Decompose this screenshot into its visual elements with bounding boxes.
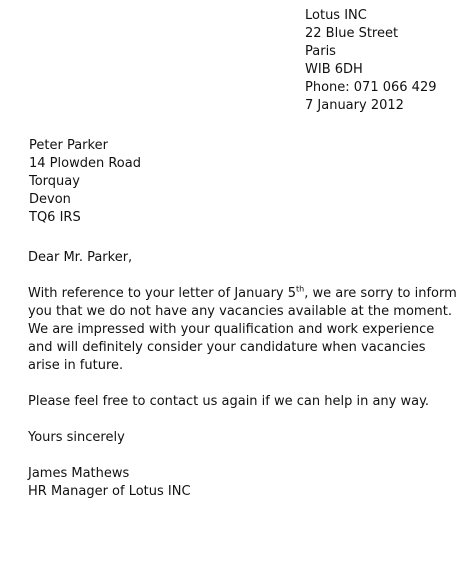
recipient-address-block bbox=[29, 137, 329, 227]
recipient-town: Torquay bbox=[29, 174, 80, 189]
complimentary-close: Yours sincerely bbox=[28, 430, 125, 445]
recipient-street: 14 Plowden Road bbox=[29, 156, 141, 171]
sender-address-block bbox=[305, 7, 465, 115]
recipient-postcode: TQ6 IRS bbox=[29, 210, 81, 225]
body-line: Please feel free to contact us again if we can help in any way. bbox=[28, 394, 430, 409]
body-line bbox=[28, 285, 458, 303]
body-text: , we are sorry to inform bbox=[304, 286, 457, 301]
signatory-name: James Mathews bbox=[28, 466, 130, 481]
letter-date: 7 January 2012 bbox=[305, 98, 404, 113]
sender-postcode: WIB 6DH bbox=[305, 62, 363, 77]
sender-phone: Phone: 071 066 429 bbox=[305, 80, 437, 95]
body-paragraph-2 bbox=[28, 393, 458, 411]
body-paragraph-1 bbox=[28, 285, 458, 375]
sender-city: Paris bbox=[305, 44, 336, 59]
sender-company: Lotus INC bbox=[305, 8, 367, 23]
sender-street: 22 Blue Street bbox=[305, 26, 399, 41]
salutation: Dear Mr. Parker, bbox=[28, 250, 133, 265]
ordinal-suffix: th bbox=[296, 284, 305, 294]
signature-block bbox=[28, 465, 328, 501]
body-line: and will definitely consider your candidature when vacancies bbox=[28, 340, 426, 355]
recipient-name: Peter Parker bbox=[29, 138, 108, 153]
body-line: We are impressed with your qualification and work experience bbox=[28, 322, 435, 337]
body-line: you that we do not have any vacancies available at the moment. bbox=[28, 304, 453, 319]
signatory-title: HR Manager of Lotus INC bbox=[28, 484, 191, 499]
body-line: arise in future. bbox=[28, 358, 124, 373]
recipient-county: Devon bbox=[29, 192, 71, 207]
body-text: With reference to your letter of January 5 bbox=[28, 286, 297, 301]
